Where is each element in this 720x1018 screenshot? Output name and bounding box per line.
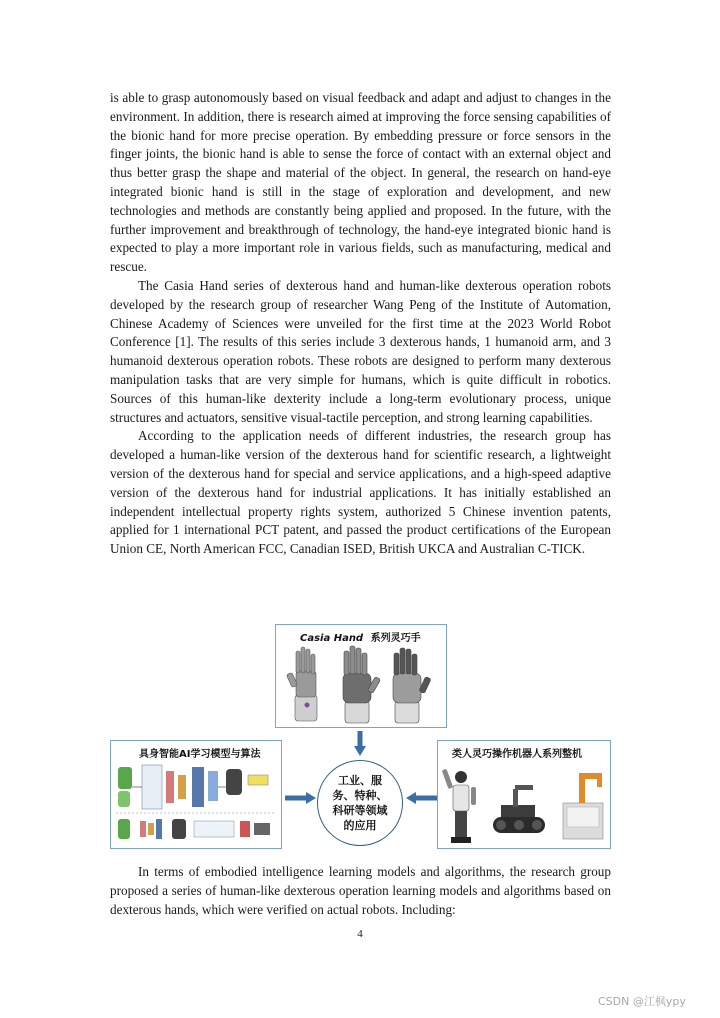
paragraph-3: According to the application needs of different industries, the research group has developed a human-like version of the dexterous hand for scientific research, a lightweight version of the dexterous hand for special and service applications, and a high-speed adaptive version of the dexterous hand for industrial applications. It has initially established an independent intellectual property rights system, authorized 5 Chinese invention patents, applied for 1 international PCT patent, and passed the product certifications of the European Union CE, North American FCC, Canadian ISED, British UKCA and Australian C-TICK.	[110, 428, 611, 557]
right-panel-title: 类人灵巧操作机器人系列整机	[452, 749, 582, 760]
paragraph-1: is able to grasp autonomously based on visual feedback and adapt and adjust to changes in the environment. In addition, there is research aimed at improving the force sensing capabilities of the bionic hand for more precise operation. By embedding pressure or force sensors in the finger joints, the bionic hand is able to sense the force of contact with an external object and thus better grasp the shape and material of the object. In general, the research on hand-eye integrated bionic hand is still in the stage of exploration and development, and new technologies and methods are constantly being applied and proposed. In the future, with the further improvement and breakthrough of technology, the hand-eye integrated bionic hand is expected to play a more important role in various fields, such as manufacturing, medical and rescue.	[110, 90, 611, 275]
arrow-left-icon	[405, 792, 437, 804]
paragraph-4: In terms of embodied intelligence learning models and algorithms, the research group proposed a series of human-like dexterous operation learning models and algorithms based on dexterous hands, which were verified on actual robots. Including:	[110, 864, 611, 917]
body-text-top	[110, 89, 611, 559]
top-panel-title: 系列灵巧手	[370, 633, 421, 644]
ai-learning-models-panel	[110, 740, 282, 849]
humanoid-robot-icon	[442, 769, 476, 843]
robot-hands-image	[277, 643, 445, 725]
algorithm-diagram-image	[112, 759, 280, 847]
applications-circle	[317, 760, 403, 846]
robots-image	[439, 759, 609, 847]
robot-systems-panel	[437, 740, 611, 849]
paragraph-2: The Casia Hand series of dexterous hand and human-like dexterous operation robots developed by the research group of researcher Wang Peng of the Institute of Automation, Chinese Academy of Sciences were unveiled for the first time at the 2023 World Robot Conference [1]. The results of this series include 3 dexterous hands, 1 humanoid arm, and 3 humanoid dexterous operation robots. These robots are designed to perform many dexterous manipulation tasks that are very simple for humans, which is quite difficult in robotics. Sources of this human-like dexterity include a long-term evolutionary process, unique structures and actuators, sensitive visual-tactile perception, and strong learning capabilities.	[110, 277, 611, 425]
casia-hand-logo: Casia Hand	[300, 633, 364, 644]
body-text-bottom	[110, 863, 611, 919]
arrow-down-icon	[354, 731, 366, 757]
left-panel-title: 具身智能AI学习模型与算法	[139, 749, 261, 760]
industrial-robot-icon	[563, 773, 603, 839]
robot-hand-icon	[286, 647, 317, 721]
dexterous-hands-panel	[275, 624, 447, 728]
applications-text: 工业、服务、特种、科研等领域的应用	[332, 774, 388, 832]
arrow-right-icon	[285, 792, 317, 804]
robot-hand-icon	[393, 648, 431, 723]
page-number: 4	[357, 928, 363, 940]
robot-hand-icon	[343, 646, 381, 723]
casia-hand-figure	[110, 623, 611, 851]
tracked-robot-icon	[493, 785, 545, 833]
csdn-watermark: CSDN @江枫ypy	[598, 995, 686, 1008]
